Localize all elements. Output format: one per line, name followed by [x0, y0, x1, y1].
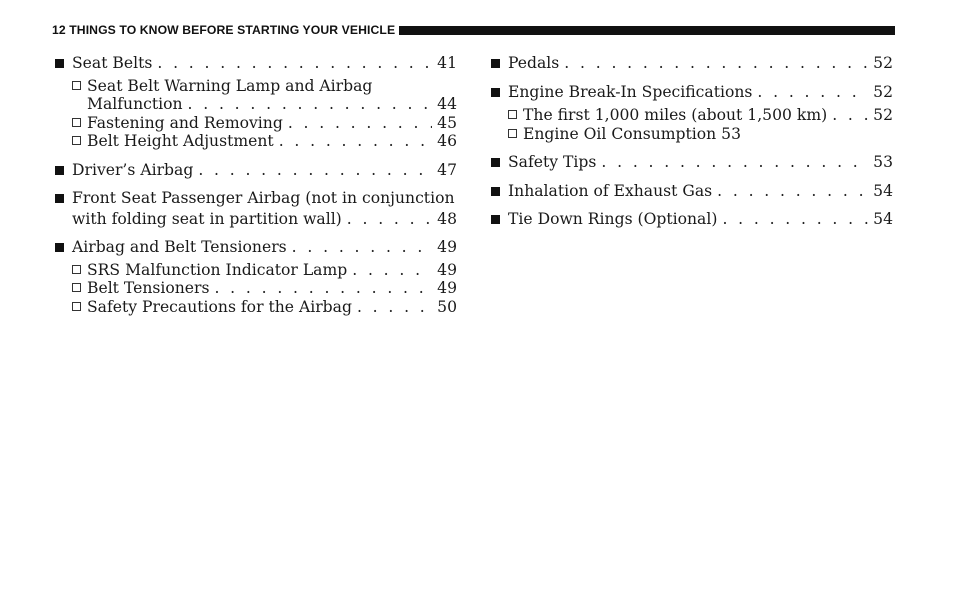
- toc-entry-label: Belt Height Adjustment: [87, 132, 274, 150]
- toc-left-column: [52, 54, 457, 316]
- toc-entry-safety-tips[interactable]: [488, 153, 893, 172]
- toc-subentry-warning-lamp[interactable]: [52, 77, 457, 114]
- toc-entry-tensioners[interactable]: [52, 238, 457, 257]
- dot-leader: [722, 210, 868, 229]
- toc-page-number: 53: [873, 153, 893, 171]
- toc-right-column: [488, 54, 893, 229]
- checkbox-bullet-icon: [72, 118, 81, 127]
- toc-entry-label: Safety Tips: [508, 153, 597, 171]
- checkbox-bullet-icon: [72, 81, 81, 90]
- toc-entry-label: Fastening and Removing: [87, 113, 283, 132]
- toc-page-number: 54: [873, 181, 893, 200]
- toc-entry-break-in[interactable]: [488, 83, 893, 102]
- toc-subentry-height-adjustment[interactable]: [52, 132, 457, 151]
- toc-entry-label-continued: Malfunction: [87, 95, 183, 113]
- dot-leader: [757, 83, 868, 102]
- toc-subentry-fastening[interactable]: [52, 114, 457, 133]
- toc-page-number: 47: [437, 160, 457, 179]
- toc-entry-label: Engine Oil Consumption 53: [523, 124, 742, 143]
- toc-entry-label: Pedals: [508, 54, 560, 72]
- toc-entry-label: SRS Malfunction Indicator Lamp: [87, 260, 348, 279]
- page-header: [52, 22, 895, 38]
- toc-entry-label: Seat Belts: [72, 54, 153, 72]
- square-bullet-icon: [491, 215, 500, 224]
- square-bullet-icon: [491, 158, 500, 167]
- toc-page-number: 49: [437, 279, 457, 297]
- toc-entry-exhaust-gas[interactable]: [488, 182, 893, 201]
- toc-page-number: 41: [437, 54, 457, 72]
- toc-page-number: 46: [437, 132, 457, 150]
- toc-entry-drivers-airbag[interactable]: [52, 161, 457, 180]
- toc-subentry-belt-tensioners[interactable]: [52, 279, 457, 298]
- checkbox-bullet-icon: [508, 110, 517, 119]
- square-bullet-icon: [491, 59, 500, 68]
- toc-page-number: 52: [873, 82, 893, 101]
- toc-entry-label: Belt Tensioners: [87, 279, 210, 297]
- checkbox-bullet-icon: [72, 265, 81, 274]
- header-rule: [399, 26, 895, 35]
- dot-leader: [832, 106, 868, 125]
- toc-entry-label: Safety Precautions for the Airbag: [87, 297, 352, 316]
- toc-page-number: 49: [437, 260, 457, 279]
- toc-page-number: 45: [437, 113, 457, 132]
- dot-leader: [347, 210, 432, 229]
- toc-entry-label: The first 1,000 miles (about 1,500 km): [523, 106, 828, 124]
- toc-entry-label: Inhalation of Exhaust Gas: [508, 181, 713, 200]
- toc-entry-label: Airbag and Belt Tensioners: [72, 238, 287, 256]
- toc-entry-passenger-airbag[interactable]: [52, 189, 457, 228]
- toc-page-number: 52: [873, 106, 893, 124]
- toc-page-number: 50: [437, 297, 457, 316]
- toc-entry-label: Driver’s Airbag: [72, 160, 194, 179]
- toc-entry-label: Front Seat Passenger Airbag (not in conjunction: [72, 189, 455, 207]
- dot-leader: [157, 54, 432, 73]
- toc-subentry-safety-precautions[interactable]: [52, 298, 457, 317]
- toc-entry-label: Tie Down Rings (Optional): [508, 210, 718, 228]
- toc-page-number: 49: [437, 238, 457, 256]
- toc-page-number: 52: [873, 54, 893, 72]
- dot-leader: [357, 298, 432, 317]
- toc-entry-seat-belts[interactable]: [52, 54, 457, 73]
- dot-leader: [214, 279, 432, 298]
- square-bullet-icon: [55, 194, 64, 203]
- square-bullet-icon: [491, 88, 500, 97]
- page-header-title: 12 THINGS TO KNOW BEFORE STARTING YOUR VEHICLE: [52, 23, 396, 37]
- checkbox-bullet-icon: [72, 136, 81, 145]
- square-bullet-icon: [55, 59, 64, 68]
- square-bullet-icon: [55, 166, 64, 175]
- dot-leader: [292, 238, 432, 257]
- toc-entry-label: Seat Belt Warning Lamp and Airbag: [87, 76, 373, 95]
- toc-subentry-oil-consumption[interactable]: [488, 125, 893, 144]
- toc-page-number: 54: [873, 210, 893, 228]
- checkbox-bullet-icon: [72, 283, 81, 292]
- dot-leader: [279, 132, 432, 151]
- toc-entry-label: Engine Break-In Specifications: [508, 82, 753, 101]
- dot-leader: [288, 114, 432, 133]
- toc-page-number: 48: [437, 209, 457, 228]
- dot-leader: [564, 54, 868, 73]
- square-bullet-icon: [55, 243, 64, 252]
- dot-leader: [717, 182, 868, 201]
- dot-leader: [601, 153, 868, 172]
- dot-leader: [198, 161, 432, 180]
- checkbox-bullet-icon: [72, 302, 81, 311]
- checkbox-bullet-icon: [508, 129, 517, 138]
- dot-leader: [188, 95, 433, 114]
- toc-subentry-srs-lamp[interactable]: [52, 261, 457, 280]
- dot-leader: [352, 261, 432, 280]
- square-bullet-icon: [491, 187, 500, 196]
- toc-page-number: 44: [437, 95, 457, 113]
- toc-entry-label-continued: with folding seat in partition wall): [72, 209, 342, 228]
- toc-subentry-first-miles[interactable]: [488, 106, 893, 125]
- toc-entry-pedals[interactable]: [488, 54, 893, 73]
- toc-entry-tie-down-rings[interactable]: [488, 210, 893, 229]
